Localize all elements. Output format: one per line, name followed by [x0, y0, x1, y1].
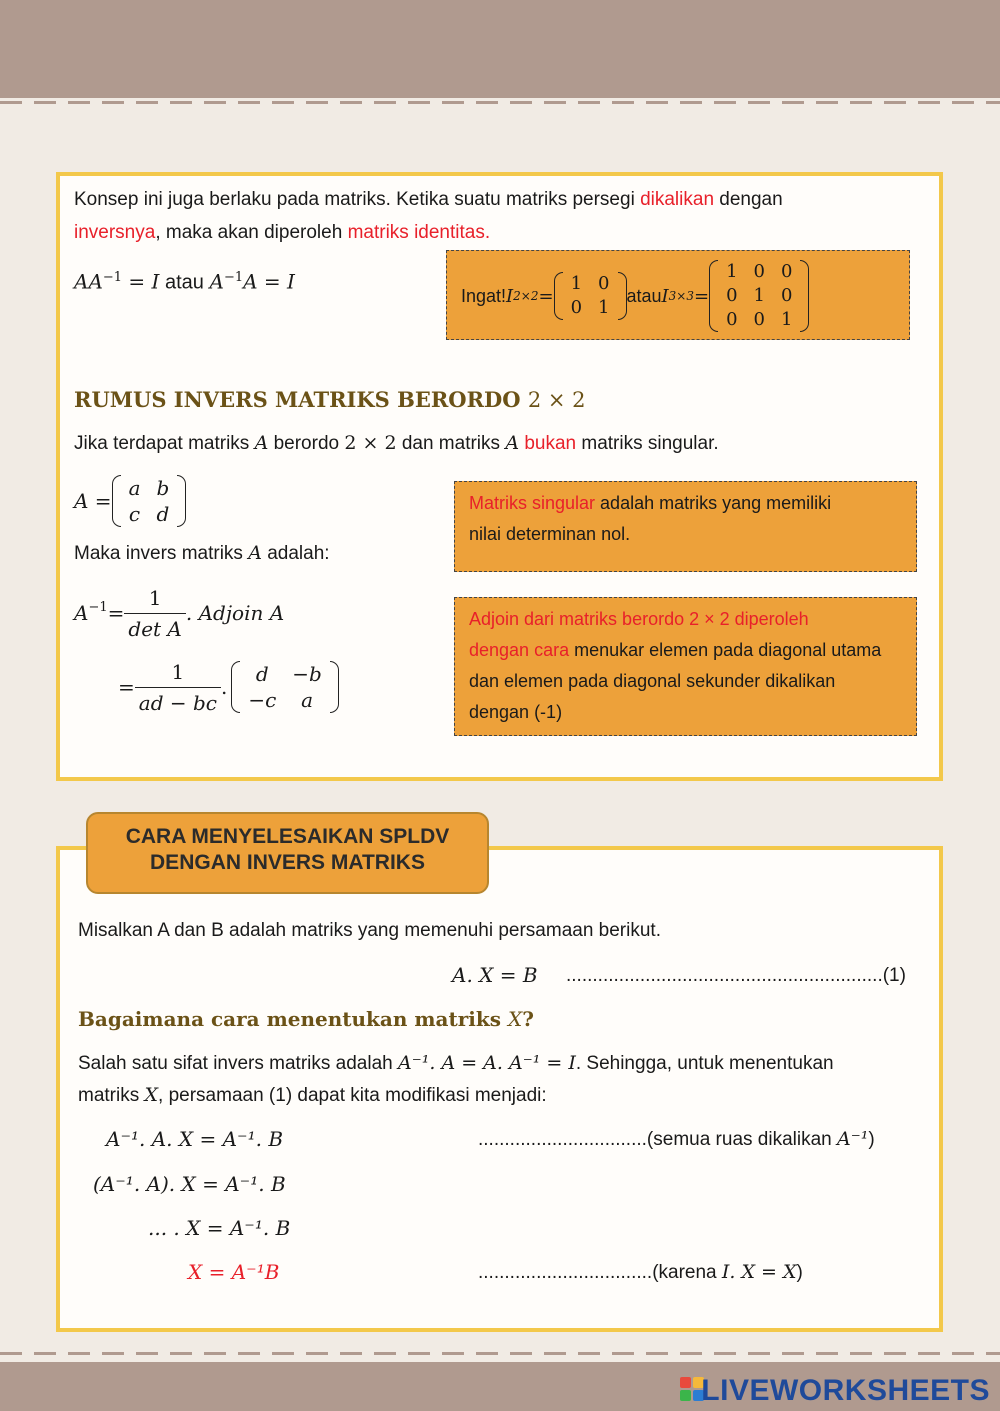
property-text-1: Salah satu sifat invers matriks adalah A⁻¹. A = A. A⁻¹ = I. Sehingga, untuk menentukan [78, 1052, 834, 1074]
misal-text: Misalkan A dan B adalah matriks yang memenuhi persamaan berikut. [78, 920, 661, 941]
inverse-formula-line-1: A $^{-1}$ = $\frac{1}{\text{det A}}$ . Adjoin A [74, 580, 284, 646]
liveworksheets-logo[interactable]: LIVEWORKSHEETS [701, 1374, 990, 1407]
identity-3x3-matrix [709, 260, 809, 332]
step-4-result: X = A⁻¹B [188, 1260, 280, 1284]
adjoint-cell-0-1: −b [292, 662, 322, 686]
identity-3x3-cell-2-2: 1 [781, 309, 793, 330]
identity-3x3-cell-0-1: 0 [753, 261, 765, 282]
equation-ref-1: ............................................................(1) [566, 965, 906, 986]
identity-3x3-cell-0-0: 1 [726, 261, 738, 282]
section-heading: RUMUS INVERS MATRIKS BERORDO 2 × 2 [74, 387, 586, 412]
matrix-A-cell-0-1: b [156, 476, 170, 500]
matrix-A-cell-1-1: d [156, 502, 170, 526]
step-3: ... . X = A⁻¹. B [148, 1216, 291, 1240]
identity-3x3-cell-2-1: 0 [753, 309, 765, 330]
top-band [0, 0, 1000, 98]
identity-2x2-cell-1-0: 0 [570, 297, 583, 318]
singular-note-box: Matriks singular adalah matriks yang memiliki nilai determinan nol. [454, 481, 917, 572]
step-4-note: .................................(karena I. X = X) [478, 1261, 803, 1283]
adjoint-matrix [231, 661, 339, 713]
adjoint-cell-0-0: d [255, 662, 269, 686]
intro-line-1: Konsep ini juga berlaku pada matriks. Ketika suatu matriks persegi dikalikan dengan [74, 189, 783, 210]
identity-2x2-cell-1-1: 1 [598, 297, 610, 318]
maka-text: Maka invers matriks A adalah: [74, 542, 330, 564]
identity-reminder-box: Ingat! I 2×2 = 1 0 0 1 atau I 3×3 = 1 0 0 0 1 0 0 0 1 [446, 250, 910, 340]
step-1: A⁻¹. A. X = A⁻¹. B [106, 1127, 284, 1151]
matrix-A-cell-1-0: c [128, 502, 141, 526]
identity-3x3-cell-1-0: 0 [726, 285, 738, 306]
matrix-A [112, 475, 187, 527]
spldv-tab-title: CARA MENYELESAIKAN SPLDV DENGAN INVERS MATRIKS [86, 812, 489, 894]
identity-3x3-cell-2-0: 0 [726, 309, 738, 330]
property-text-2: matriks X, persamaan (1) dapat kita modifikasi menjadi: [78, 1084, 547, 1106]
equation-AXB: A. X = B [452, 963, 538, 987]
adjoint-cell-1-1: a [301, 688, 314, 712]
fraction-1-over-det: $\frac{1}{\text{det A}}$ [124, 583, 185, 644]
condition-text: Jika terdapat matriks A berordo 2 × 2 dan matriks A bukan matriks singular. [74, 432, 719, 454]
matrix-A-definition: A = a b c d [74, 474, 186, 528]
identity-3x3-cell-1-1: 1 [753, 285, 765, 306]
adjoin-note-box: Adjoin dari matriks berordo 2 × 2 diperoleh dengan cara menukar elemen pada diagonal utama dan elemen pada diagonal sekunder dikalikan dengan (-1) [454, 597, 917, 736]
inverse-formula-line-2: = $\frac{1}{ad - bc}$ . d −b −c a [118, 654, 339, 720]
matrix-A-cell-0-0: a [128, 476, 141, 500]
identity-2x2-matrix [554, 272, 627, 320]
question-heading: Bagaimana cara menentukan matriks X? [78, 1007, 534, 1031]
adjoint-cell-1-0: −c [248, 688, 277, 712]
identity-2x2-cell-0-0: 1 [570, 273, 583, 294]
step-2: (A⁻¹. A). X = A⁻¹. B [93, 1172, 286, 1196]
identity-3x3-cell-1-2: 0 [781, 285, 793, 306]
ingat-label: Ingat! [461, 285, 507, 306]
fraction-1-over-ad-bc: $\frac{1}{ad - bc}$ [135, 657, 221, 718]
identity-3x3-cell-0-2: 0 [781, 261, 793, 282]
identity-2x2-cell-0-1: 0 [598, 273, 610, 294]
step-1-note: ................................(semua ruas dikalikan A⁻¹) [478, 1128, 875, 1150]
intro-line-2: inversnya, maka akan diperoleh matriks identitas. [74, 222, 491, 243]
top-dashed-line [0, 101, 1000, 104]
bottom-dashed-line [0, 1352, 1000, 1355]
inverse-identity-equation: $AA^{-1} = I$ atau $A^{-1}A = I$ [74, 269, 295, 294]
